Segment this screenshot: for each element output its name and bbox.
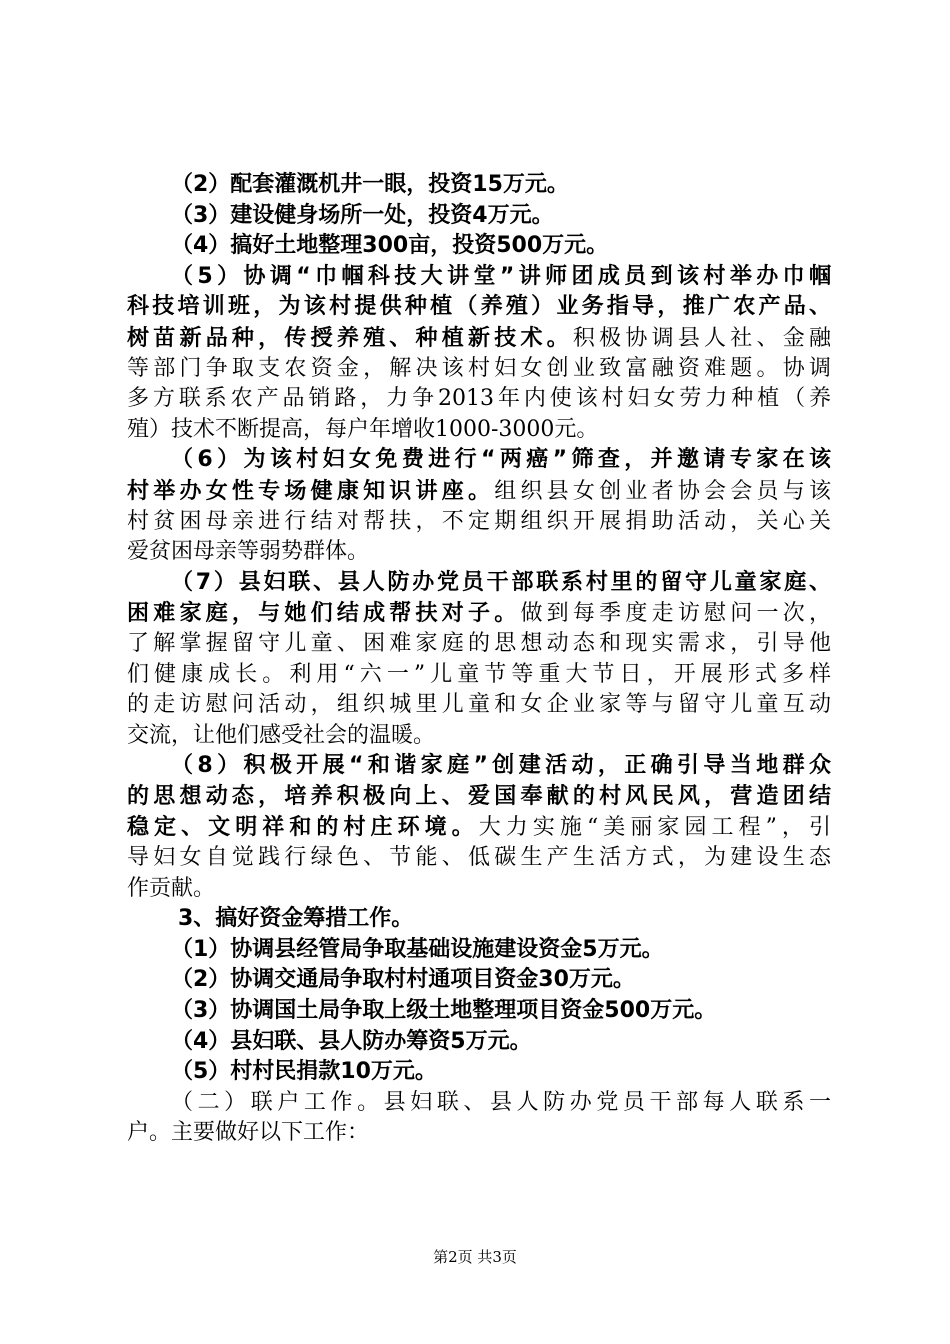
paragraph-line: 的走访慰问活动，组织城里儿童和女企业家等与留守儿童互动	[127, 692, 831, 718]
paragraph-line: （2）协调交通局争取村村通项目资金30万元。	[171, 967, 635, 993]
paragraph-line: 困难家庭，与她们结成帮扶对子。做到每季度走访慰问一次，	[127, 601, 831, 627]
paragraph-line: （4）县妇联、县人防办筹资5万元。	[171, 1028, 532, 1054]
paragraph-line: 们健康成长。利用“六一”儿童节等重大节日，开展形式多样	[127, 661, 831, 687]
paragraph-line: （4）搞好土地整理300亩，投资500万元。	[171, 233, 609, 259]
paragraph-line: 等部门争取支农资金，解决该村妇女创业致富融资难题。协调	[127, 355, 831, 381]
paragraph-line: （二）联户工作。县妇联、县人防办党员干部每人联系一	[171, 1089, 831, 1115]
section-heading: 3、搞好资金筹措工作。	[178, 906, 414, 932]
document-body	[127, 170, 831, 1149]
paragraph-line: 的思想动态，培养积极向上、爱国奉献的村风民风，营造团结	[127, 783, 831, 809]
paragraph-line: （2）配套灌溉机井一眼，投资15万元。	[171, 172, 569, 197]
page-number-footer: 第2页 共3页	[433, 1248, 517, 1266]
paragraph-line: 多方联系农产品销路，力争2013年内使该村妇女劳力种植（养	[127, 386, 831, 412]
paragraph-line: 村贫困母亲进行结对帮扶，不定期组织开展捐助活动，关心关	[127, 508, 831, 534]
paragraph-line: （7）县妇联、县人防办党员干部联系村里的留守儿童家庭、	[171, 569, 831, 595]
paragraph-line: 户。主要做好以下工作：	[127, 1120, 370, 1146]
paragraph-line: （8）积极开展“和谐家庭”创建活动，正确引导当地群众	[171, 753, 831, 779]
paragraph-line: 稳定、文明祥和的村庄环境。大力实施“美丽家园工程”，引	[127, 815, 831, 841]
paragraph-line: （3）建设健身场所一处，投资4万元。	[171, 202, 554, 228]
paragraph-line: 导妇女自觉践行绿色、节能、低碳生产生活方式，为建设生态	[127, 845, 831, 871]
paragraph-line: （1）协调县经管局争取基础设施建设资金5万元。	[171, 936, 664, 962]
paragraph-line: 村举办女性专场健康知识讲座。组织县女创业者协会会员与该	[127, 478, 831, 504]
paragraph-line: 爱贫困母亲等弱势群体。	[127, 539, 370, 565]
paragraph-line: （6）为该村妇女免费进行“两癌”筛查，并邀请专家在该	[171, 447, 831, 473]
paragraph-line: 了解掌握留守儿童、困难家庭的思想动态和现实需求，引导他	[127, 630, 831, 656]
paragraph-line: 作贡献。	[127, 875, 216, 901]
paragraph-line: （5）村村民捐款10万元。	[171, 1059, 437, 1085]
paragraph-line: 科技培训班，为该村提供种植（养殖）业务指导，推广农产品、	[127, 294, 831, 320]
paragraph-line: （3）协调国土局争取上级土地整理项目资金500万元。	[171, 998, 717, 1024]
paragraph-line: 交流，让他们感受社会的温暖。	[127, 722, 436, 748]
paragraph-line: 殖）技术不断提高，每户年增收1000-3000元。	[127, 416, 599, 442]
paragraph-line: 树苗新品种，传授养殖、种植新技术。积极协调县人社、金融	[127, 325, 831, 351]
paragraph-line: （5）协调“巾帼科技大讲堂”讲师团成员到该村举办巾帼	[171, 263, 831, 289]
